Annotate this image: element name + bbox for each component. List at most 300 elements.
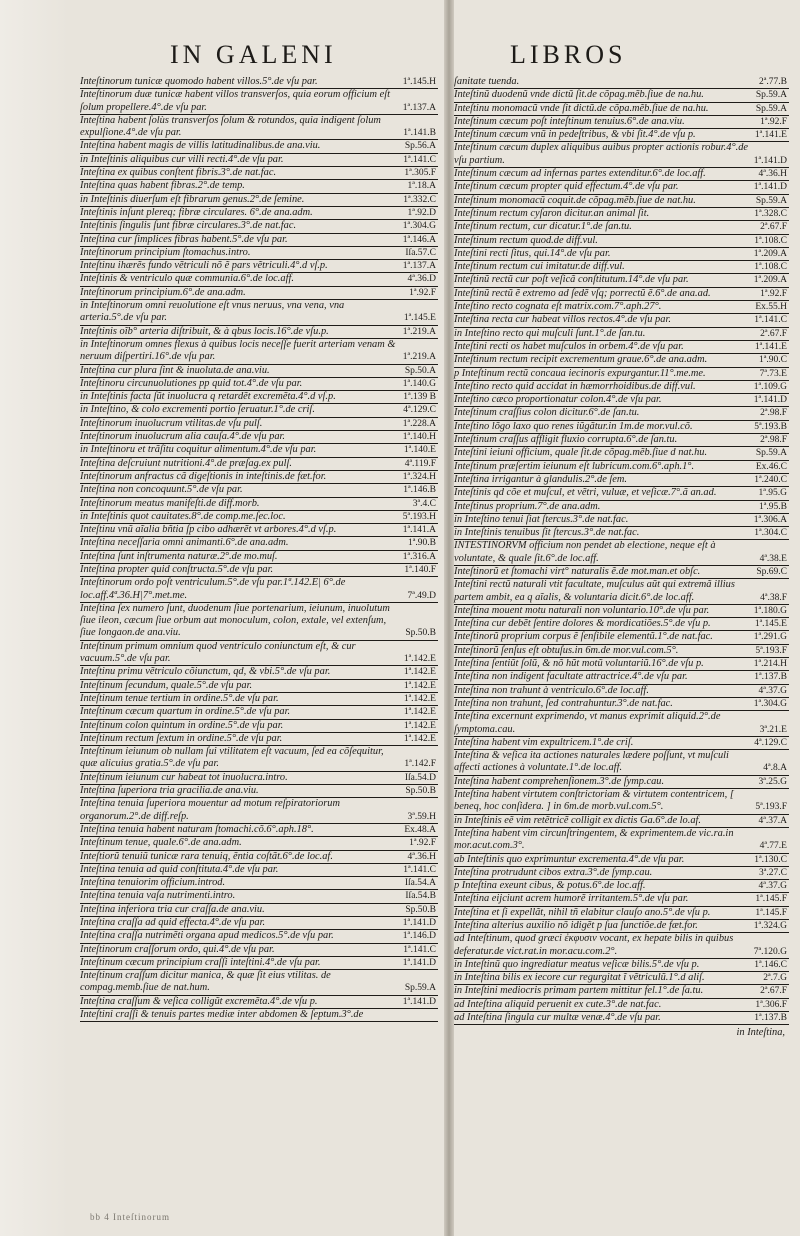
entry-text: Inteſtino recto quid accidat in hæmorrhoidibus.de diff.vul. <box>454 380 696 392</box>
entry-text: Inteſtinorũ et ſtomachi virt° naturalis ẽ.de mot.man.et obſc. <box>454 565 701 577</box>
index-entry <box>80 194 438 207</box>
entry-reference: 1ª.214.H <box>753 659 787 670</box>
index-entry <box>80 220 438 233</box>
entry-text: in Inteſtina bilis ex iecore cur regurgitat ĩ vẽtriculũ.1°.d aliſ. <box>454 972 705 984</box>
entry-text: Inteſtina habent magis de villis latitudinalibus.de ana.viu. <box>80 140 321 152</box>
entry-reference: 4ª.129.C <box>754 737 787 748</box>
index-entry <box>80 260 438 273</box>
entry-reference: 3ª.27.C <box>759 867 787 878</box>
running-head-left: IN GALENI <box>170 40 337 69</box>
entry-reference: 1ª.92.F <box>760 116 787 127</box>
entry-reference: 4ª.36.H <box>758 169 787 180</box>
index-entry <box>454 368 789 381</box>
entry-text: Inteſtina tenuiorim officium.introd. <box>80 877 226 889</box>
entry-text: in Inteſtinorum omnes flexus à quibus locis neceſſe fuerit arteriam venam & neruum diſpertiri.16°.de vſu par. <box>80 338 396 363</box>
entry-text: Inteſtina tenuia ad quid conſtituta.4°.de vſu par. <box>80 863 279 875</box>
entry-reference: 1ª.146.C <box>754 959 787 970</box>
entry-text: Inteſtina craſſa nutrimẽti organa apud medicos.5°.de vſu par. <box>80 930 334 942</box>
entry-reference: 1ª.141.D <box>402 996 436 1007</box>
entry-text: Inteſtina protrudunt cibos extra.3°.de ſymp.cau. <box>454 866 653 878</box>
entry-text: Inteſtinorum inuolucrum alia cauſa.4°.de vſu par. <box>80 431 286 443</box>
entry-reference: 1ª.141.D <box>753 395 787 406</box>
entry-reference: 1ª.141.C <box>754 315 787 326</box>
index-entry <box>454 920 789 933</box>
index-entry <box>454 354 789 367</box>
entry-reference: 1ª.240.C <box>754 474 787 485</box>
entry-reference: 4ª.37.G <box>758 881 787 892</box>
index-entry <box>80 641 438 667</box>
entry-reference: 2ª.98.F <box>760 435 787 446</box>
entry-text: Inteſtina excernunt exprimendo, vt manus exprimit aliquid.2°.de ſymptoma.cau. <box>454 711 721 735</box>
entry-reference: 1ª.18.A <box>407 181 436 192</box>
entry-text: Inteſtina eijciunt acrem humorẽ irritantem.5°.de vſu par. <box>454 893 689 905</box>
entry-reference: 1ª.137.B <box>754 672 787 683</box>
entry-text: Inteſtinorum duæ tunicæ habent villos transverſos, quia eorum officium eſt ſolum propellere.4°.de vſu par. <box>80 89 390 113</box>
index-entry <box>80 154 438 167</box>
index-entry <box>80 167 438 180</box>
entry-reference: 3ª.59.H <box>407 811 436 822</box>
entry-text: Inteſtinum cæcum ad infernas partes extenditur.6°.de loc.aff. <box>454 168 706 180</box>
entry-reference: 1ª.141.D <box>753 155 787 166</box>
entry-text: in Inteſtinis diuerſum eſt fibrarum genus.2°.de ſemine. <box>80 193 305 205</box>
entry-reference: 1ª.130.C <box>754 854 787 865</box>
entry-text: Inteſtinũ rectũ ẽ extremo ad ſedẽ vſq; porrectũ ẽ.6°.de ana.ad. <box>454 287 711 299</box>
index-entry <box>80 930 438 943</box>
entry-reference: 1ª.324.G <box>753 921 787 931</box>
entry-reference: 1ª.145.E <box>754 619 787 630</box>
index-entry <box>454 828 789 854</box>
entry-text: Inteſtinorum tunicæ quomodo habent villos.5°.de vſu par. <box>80 76 318 87</box>
entry-reference: 1ª.209.A <box>753 275 787 286</box>
entry-reference: 1ª.137.A <box>402 261 436 272</box>
index-entry <box>454 168 789 181</box>
index-entry <box>454 89 789 102</box>
entry-reference: 1ª.145.E <box>403 313 436 324</box>
catchword: in Inteſtina, <box>736 1027 785 1039</box>
entry-reference: Iſa.54.D <box>404 772 436 783</box>
entry-reference: 1ª.328.C <box>754 208 787 219</box>
entry-text: Inteſtina tenuia ſuperiora mouentur ad motum reſpiratoriorum organorum.2°.de diff.reſp. <box>80 798 340 822</box>
entry-reference: 1ª.304.G <box>753 698 787 709</box>
entry-reference: 1ª.141.A <box>402 525 436 536</box>
entry-text: Inteſtinum cæcum principium craſſi inteſtini.4°.de vſu par. <box>80 956 321 968</box>
entry-reference: 1ª.142.E <box>403 707 436 718</box>
entry-text: Inteſtinũ duodenũ vnde dictũ ſit.de cõpag.mẽb.ſiue de na.hu. <box>454 89 704 101</box>
entry-text: Inteſtini rectũ naturali vtit facultate, muſculus aũt qui extremã illius partem ambit, ea q aĩalis, & voluntaria dicit.6°.de loc.aff. <box>454 579 735 603</box>
entry-text: Inteſtinum primum omnium quod ventriculo coniunctum eſt, & cur vacuum.5°.de vſu par. <box>80 640 356 665</box>
entry-reference: 4ª.119.F <box>404 458 436 469</box>
entry-reference: 1ª.109.G <box>753 381 787 392</box>
entry-reference: 4ª.36.H <box>407 851 436 862</box>
index-entry <box>454 711 789 737</box>
entry-reference: Ex.55.H <box>755 302 787 313</box>
entry-reference: 1ª.304.G <box>402 221 436 232</box>
entry-text: Inteſtini recti os habet muſculos in orbem.4°.de vſu par. <box>454 340 684 352</box>
entry-text: Inteſtinorũ ſenſus eſt obtuſus.in 6m.de mor.vul.com.5°. <box>454 644 679 656</box>
entry-reference: Sp.50.B <box>405 786 436 797</box>
entry-reference: 4ª.77.E <box>759 841 787 852</box>
entry-reference: 1ª.141.E <box>754 341 787 352</box>
index-entry <box>454 381 789 394</box>
entry-reference: 3ª.4.C <box>412 498 436 509</box>
index-entry <box>80 287 438 300</box>
index-entry <box>454 314 789 327</box>
entry-text: Inteſtiorũ tenuiũ tunicæ rara tenuiq, ẽntia coſtãt.6°.de loc.af. <box>80 850 333 862</box>
entry-reference: 1ª.95.B <box>759 501 787 512</box>
index-entry <box>454 631 789 644</box>
entry-text: Inteſtina inferiora tria cur craſſa.de ana.viu. <box>80 903 265 915</box>
entry-text: Inteſtina cur debẽt ſentire dolores & mordicatiões.5°.de vſu p. <box>454 618 711 630</box>
entry-text: Inteſtina irrigantur à glandulis.2°.de ſem. <box>454 473 627 485</box>
entry-reference: 1ª.140.G <box>402 378 436 389</box>
entry-text: Inteſtina recta cur habeat villos rectos.4°.de vſu par. <box>454 314 671 326</box>
index-entry <box>80 564 438 577</box>
entry-reference: 2ª.67.F <box>760 222 787 233</box>
entry-text: Inteſtina habent ſolùs transverſos ſolum & rotundos, quia indigent ſolum expulſione.4°.de vſu par. <box>80 114 381 139</box>
entry-reference: 1ª.95.G <box>758 488 787 499</box>
index-entry <box>80 970 438 996</box>
index-entry <box>80 140 438 153</box>
entry-reference: 1ª.141.D <box>753 182 787 193</box>
entry-reference: 1ª.108.C <box>754 235 787 246</box>
index-entry <box>454 421 789 434</box>
entry-text: Inteſtino cæco proportionatur colon.4°.de vſu par. <box>454 394 662 406</box>
index-entry <box>454 487 789 500</box>
index-entry <box>80 498 438 511</box>
index-entry <box>80 234 438 247</box>
index-entry <box>454 235 789 248</box>
entry-text: Inteſtina non trahunt à ventriculo.6°.de loc.aff. <box>454 684 649 696</box>
index-entry <box>80 746 438 772</box>
index-entry <box>454 288 789 301</box>
index-entry <box>454 737 789 750</box>
index-entry <box>80 300 438 326</box>
entry-reference: 4ª.129.C <box>403 405 436 416</box>
entry-reference: 2ª.7.G <box>763 973 787 984</box>
entry-reference: 4ª.37.A <box>758 815 787 826</box>
entry-text: Inteſtinorum principium ſtomachus.intro. <box>80 246 251 258</box>
entry-text: Inteſtina ſunt inſtrumenta naturæ.2°.de mo.muſ. <box>80 550 278 562</box>
entry-text: Inteſtinum cæcum quartum in ordine.5°.de vſu par. <box>80 706 291 718</box>
index-entry <box>454 434 789 447</box>
entry-reference: 1ª.306.A <box>753 514 787 525</box>
index-entry <box>454 959 789 972</box>
entry-reference: 1ª.141.C <box>403 864 436 875</box>
index-entry <box>80 1009 438 1022</box>
entry-text: Inteſtinum tenue tertium in ordine.5°.de vſu par. <box>80 692 279 704</box>
entry-text: Inteſtinu monomacũ vnde ſit dictũ.de cõpa.mẽb.ſiue de na.hu. <box>454 102 709 114</box>
entry-reference: 2ª.77.B <box>759 77 787 87</box>
entry-reference: 1ª.141.C <box>403 154 436 165</box>
entry-text: Inteſtina alterius auxilio nõ idigẽt p ſua ſunctiõe.de fæt.for. <box>454 920 698 931</box>
index-entry <box>454 880 789 893</box>
entry-reference: 1ª.140.E <box>403 445 436 456</box>
index-entry <box>454 789 789 815</box>
entry-reference: 1ª.142.E <box>403 654 436 665</box>
entry-text: Inteſtina non trahunt, ſed contrahuntur.3°.de nat.fac. <box>454 697 673 709</box>
entry-reference: 1ª.142.E <box>403 667 436 678</box>
index-entry <box>80 180 438 193</box>
entry-text: Inteſtina habent virtutem conſtrictoriam & virtutem contentricem, [ beneq, hoc conſidera. ] in 6m.de morb.vul.com.5°. <box>454 789 734 813</box>
index-entry <box>80 798 438 824</box>
entry-text: Inteſtina & veſica ita actiones naturales lædere poſſunt, vt muſculi affecti actiones à voluntate.1°.de loc.aff. <box>454 750 729 774</box>
entry-text: Inteſtinum rectum recipit excrementum graue.6°.de ana.adm. <box>454 354 708 366</box>
index-entry <box>80 706 438 719</box>
index-entry <box>80 720 438 733</box>
index-entry <box>454 142 789 168</box>
index-entry <box>80 89 438 115</box>
entry-reference: 1ª.142.F <box>404 759 436 770</box>
entry-reference: 1ª.145.H <box>402 77 436 87</box>
entry-reference: Ex.46.C <box>755 461 787 472</box>
index-entry <box>454 208 789 221</box>
entry-text: Inteſtinum præſertim ieiunum eſt lubricum.com.6°.aph.1°. <box>454 460 695 472</box>
index-entry <box>454 972 789 985</box>
index-entry <box>454 540 789 566</box>
index-entry <box>454 76 789 89</box>
index-entry <box>454 394 789 407</box>
index-entry <box>80 733 438 746</box>
entry-text: in Inteſtino, & colo excrementi portio ſeruatur.1°.de criſ. <box>80 404 315 416</box>
entry-text: Inteſtinu vnũ aĩalia bñtia ſp cibo adhærẽt vt arbores.4°.d vſ.p. <box>80 524 337 536</box>
index-entry <box>80 785 438 798</box>
entry-reference: 1ª.141.D <box>402 918 436 928</box>
entry-reference: 1ª.90.C <box>759 355 787 366</box>
entry-reference: 3ª.21.E <box>759 724 787 735</box>
entry-text: Inteſtinis oĩb° arteria diſtribuit, & à qbus locis.16°.de vſu.p. <box>80 325 329 337</box>
index-entry <box>80 551 438 564</box>
index-entry <box>454 658 789 671</box>
entry-reference: 1ª.140.F <box>404 564 436 575</box>
entry-reference: 4ª.37.G <box>758 685 787 696</box>
entry-reference: 1ª.145.F <box>755 907 787 918</box>
entry-text: Inteſtinorum inuolucrum vtilitas.de vſu pulſ. <box>80 417 263 429</box>
entry-text: Inteſtinis ſingulis ſunt fibræ circulares.3°.de nat.fac. <box>80 220 297 232</box>
index-entry <box>80 772 438 785</box>
index-entry <box>80 326 438 339</box>
entry-reference: Sp.50.A <box>404 365 436 376</box>
entry-text: in Inteſtino recto qui muſculi ſunt.1°.de ſan.tu. <box>454 327 646 339</box>
entry-reference: 5ª.193.F <box>755 645 787 656</box>
index-entry <box>80 890 438 903</box>
index-entry <box>454 933 789 959</box>
entry-reference: 1ª.142.E <box>403 680 436 691</box>
index-entry <box>454 129 789 142</box>
entry-text: Inteſtinis inſunt plereq; fibræ circulares. 6°.de ana.adm. <box>80 206 313 218</box>
index-entry <box>454 341 789 354</box>
entry-reference: 1ª.146.A <box>402 234 436 245</box>
entry-reference: 4ª.36.D <box>407 274 436 285</box>
entry-reference: 1ª.180.G <box>753 605 787 616</box>
index-entry <box>454 776 789 789</box>
entry-text: Inteſtinum craſſum dicitur manica, & quæ ſit eius vtilitas. de compag.memb.ſiue de nat.hum. <box>80 970 331 994</box>
binding-gutter <box>444 0 454 1236</box>
index-entry <box>454 893 789 906</box>
index-entry <box>454 527 789 540</box>
entry-text: Inteſtinum cæcum duplex aliquibus auibus propter actionis robur.4°.de vſu partium. <box>454 142 749 166</box>
entry-text: Inteſtinum cæcum poſt inteſtinum tenuius.6°.de ana.viu. <box>454 115 685 127</box>
entry-text: Inteſtini recti ſitus, qui.14°.de vſu par. <box>454 247 611 259</box>
entry-text: Inteſtina propter quid conſtructa.5°.de vſu par. <box>80 563 274 575</box>
index-entry <box>80 877 438 890</box>
entry-reference: 3ª.25.G <box>758 776 787 787</box>
entry-reference: 1ª.92.D <box>407 207 436 218</box>
entry-text: Inteſtina ſuperiora tria gracilia.de ana.viu. <box>80 785 259 797</box>
entry-reference: 4ª.8.A <box>763 763 787 774</box>
index-entry <box>80 431 438 444</box>
entry-reference: 5ª.193.B <box>754 421 787 432</box>
index-entry <box>80 577 438 603</box>
entry-text: Inteſtinum rectum cui imitatur.de diff.vul. <box>454 261 625 273</box>
index-entry <box>80 484 438 497</box>
index-entry <box>454 815 789 828</box>
entry-reference: Sp.59.A <box>755 90 787 101</box>
entry-text: Inteſtino recto cognata eſt matrix.com.7°.aph.27°. <box>454 301 662 313</box>
entry-reference: Sp.59.A <box>755 195 787 206</box>
entry-reference: 1ª.142.E <box>403 693 436 704</box>
entry-text: Inteſtina non indigent facultate attractrice.4°.de vſu par. <box>454 671 688 683</box>
entry-reference: 1ª.142.E <box>403 720 436 731</box>
index-entry <box>454 301 789 314</box>
entry-text: Inteſtinorum principium.6°.de ana.adm. <box>80 286 246 298</box>
entry-reference: 5ª.193.F <box>755 802 787 813</box>
entry-reference: 1ª.139 B <box>403 392 436 403</box>
index-entry <box>454 671 789 684</box>
entry-text: Inteſtina cur plura ſint & inuoluta.de ana.viu. <box>80 364 270 376</box>
entry-reference: 2ª.67.F <box>760 328 787 339</box>
entry-text: Inteſtinoru circunuolutiones pp quid tot.4°.de vſu par. <box>80 377 303 389</box>
entry-reference: 1ª.90.B <box>408 538 436 549</box>
entry-text: Inteſtina habent vim circunſtringentem, & exprimentem.de vic.ra.in mor.acut.com.3°. <box>454 827 734 852</box>
index-entry <box>80 378 438 391</box>
entry-text: Inteſtinum tenue, quale.6°.de ana.adm. <box>80 837 242 849</box>
entry-text: p Inteſtinum rectũ concaua iecinoris expurgantur.11°.me.me. <box>454 367 706 379</box>
entry-reference: 1ª.145.F <box>755 894 787 905</box>
entry-text: Inteſtinum ieiunum ob nullam ſui vtilitatem eſt vacuum, ſed ea cõſequitur, quæ alicuius gratia.5°.de vſu par. <box>80 746 384 770</box>
entry-reference: 1ª.304.C <box>754 528 787 539</box>
entry-text: Inteſtina craſſa ad quid effecta.4°.de vſu par. <box>80 917 266 928</box>
index-entry <box>80 511 438 524</box>
index-entry <box>80 404 438 417</box>
entry-text: Inteſtinum ieiunum cur habeat tot inuolucra.intro. <box>80 771 288 783</box>
entry-reference: 1ª.324.H <box>402 471 436 482</box>
index-entry <box>454 618 789 631</box>
index-entry <box>80 944 438 957</box>
entry-text: Inteſtinu ihærẽs fundo vẽtriculi nõ ẽ pars vẽtriculi.4°.d vſ.p. <box>80 260 328 272</box>
index-entry <box>454 328 789 341</box>
index-entry <box>80 693 438 706</box>
entry-text: Inteſtina et ſi expellãt, nihil tñ elabitur clauſo ano.5°.de vſu p. <box>454 906 711 918</box>
index-entry <box>454 985 789 998</box>
index-entry <box>80 365 438 378</box>
entry-reference: 5ª.193.H <box>402 511 436 522</box>
index-entry <box>80 339 438 365</box>
page-edge <box>0 0 70 1236</box>
index-entry <box>454 907 789 920</box>
entry-text: in Inteſtinis aliquibus cur villi recti.4°.de vſu par. <box>80 153 284 165</box>
index-entry <box>454 645 789 658</box>
entry-text: Inteſtini ieiuni officium, quale ſit.de cõpag.mẽb.ſiue d nat.hu. <box>454 447 708 459</box>
index-entry <box>80 824 438 837</box>
entry-text: Inteſtinum cæcum propter quid effectum.4°.de vſu par. <box>454 181 679 193</box>
entry-text: in Inteſtinorum omni reuolutione eſt vnus neruus, vna vena, vna arteria.5°.de vſu par. <box>80 300 345 324</box>
entry-text: Inteſtina craſſum & veſica colligũt excremẽta.4°.de vſu p. <box>80 995 318 1007</box>
entry-reference: 1ª.305.F <box>404 168 436 179</box>
index-entry <box>80 115 438 141</box>
index-entry <box>454 195 789 208</box>
entry-text: in Inteſtinis eẽ vim retẽtricẽ colligit ex dictis Ga.6°.de lo.af. <box>454 814 702 826</box>
entry-reference: 1ª.141.E <box>754 130 787 141</box>
index-entry <box>80 418 438 431</box>
entry-text: ad Inteſtina aliquid peruenit ex cute.3°.de nat.fac. <box>454 998 662 1010</box>
entry-text: Inteſtini craſſi & tenuis partes mediæ inter abdomen & ſeptum.3°.de <box>80 1009 364 1021</box>
entry-reference: Ex.48.A <box>404 824 436 835</box>
entry-text: Inteſtinum colon quintum in ordine.5°.de vſu par. <box>80 719 284 731</box>
entry-text: Inteſtinis qd cõe et muſcul, et vẽtri, vuluæ, et veſicæ.7°.ã an.ad. <box>454 487 717 499</box>
entry-text: Inteſtina ſentiũt ſolũ, & nõ hũt motũ voluntariũ.16°.de vſu p. <box>454 658 704 670</box>
entry-reference: Sp.56.A <box>404 141 436 152</box>
entry-reference: 1ª.228.A <box>402 418 436 429</box>
entry-reference: 1ª.306.F <box>755 999 787 1010</box>
entry-text: Inteſtino lõgo laxo quo renes iũgãtur.in 1m.de mor.vul.cõ. <box>454 420 693 432</box>
entry-text: Inteſtina deſcruiunt nutritioni.4°.de præſag.ex pulſ. <box>80 457 292 469</box>
entry-reference: 7ª.49.D <box>407 590 436 601</box>
index-entry <box>454 867 789 880</box>
index-entry <box>454 698 789 711</box>
entry-text: Inteſtinum rectum, cur dicatur.1°.de ſan.tu. <box>454 221 632 233</box>
entry-text: in Inteſtinũ quo ingrediatur meatus veſicæ bilis.5°.de vſu p. <box>454 958 700 970</box>
entry-text: Inteſtinũ rectũ cur poſt veſicã conſtitutum.14°.de vſu par. <box>454 274 689 286</box>
entry-reference: 1ª.142.E <box>403 733 436 744</box>
entry-reference: Sp.69.C <box>756 566 787 577</box>
entry-reference: 1ª.141.D <box>402 957 436 968</box>
entry-text: Inteſtina cur ſimplices fibras habent.5°.de vſu par. <box>80 233 288 245</box>
entry-reference: 1ª.146.D <box>402 931 436 942</box>
index-entry <box>80 680 438 693</box>
entry-text: p Inteſtina exeunt cibus, & potus.6°.de loc.aff. <box>454 880 646 892</box>
index-entry <box>80 851 438 864</box>
entry-text: Inteſtinis & ventriculo quæ communia.6°.de loc.aff. <box>80 273 294 285</box>
entry-text: Inteſtina quas habent fibras.2°.de temp. <box>80 180 245 192</box>
entry-text: INTESTINORVM officium non pendet ab electione, neque eſt à voluntate, & quale ſit.6°.de loc.aff. <box>454 540 716 564</box>
index-entry <box>454 579 789 605</box>
entry-text: Inteſtinu primu vẽtriculo cõiunctum, qd, & vbi.5°.de vſu par. <box>80 666 331 678</box>
entry-text: Inteſtinorum meatus manifeſti.de diff.morb. <box>80 497 260 509</box>
entry-text: Inteſtina ex quibus conſtent fibris.3°.de nat.fac. <box>80 167 277 179</box>
entry-reference: 1ª.291.G <box>753 632 787 643</box>
entry-reference: 7ª.120.G <box>753 946 787 957</box>
index-entry <box>454 116 789 129</box>
index-entry <box>80 837 438 850</box>
index-entry <box>80 458 438 471</box>
entry-reference: Iſa.57.C <box>405 247 436 258</box>
entry-reference: Sp.59.A <box>755 103 787 114</box>
entry-text: Inteſtina mouent motu naturali non voluntario.10°.de vſu par. <box>454 604 710 616</box>
entry-text: Inteſtina tenuia habent naturam ſtomachi.cõ.6°.aph.18°. <box>80 823 314 835</box>
index-entry <box>80 444 438 457</box>
entry-text: Inteſtina neceſſaria omni animanti.6°.de ana.adm. <box>80 537 289 549</box>
entry-text: in Inteſtino tenui ſiat ſtercus.3°.de nat.fac. <box>454 513 629 525</box>
entry-reference: 2ª.98.F <box>760 408 787 419</box>
entry-text: Inteſtinum cæcum vnũ in pedeſtribus, & vbi ſit.4°.de vſu p. <box>454 129 696 141</box>
entry-reference: 1ª.141.C <box>403 944 436 955</box>
index-entry <box>454 181 789 194</box>
index-entry <box>80 996 438 1009</box>
index-entry <box>80 537 438 550</box>
index-entry <box>454 103 789 116</box>
index-entry <box>454 501 789 514</box>
entry-reference: 1ª.137.A <box>402 102 436 113</box>
